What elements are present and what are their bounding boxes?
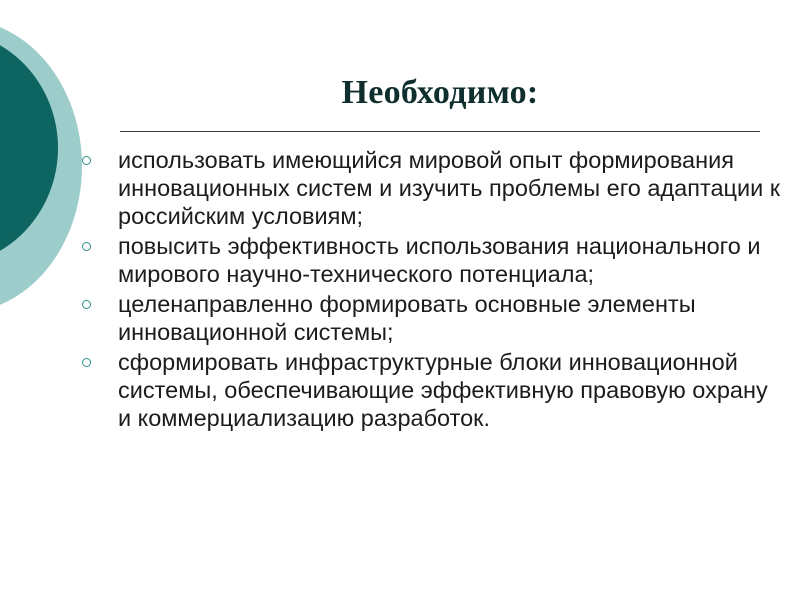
- bullet-item: [82, 146, 782, 230]
- bullet-list: [82, 146, 782, 434]
- bullet-circle-icon: [82, 232, 118, 251]
- bullet-item: [82, 290, 782, 346]
- slide-title: Необходимо:: [341, 74, 539, 111]
- bullet-circle-icon: [82, 290, 118, 309]
- bullet-circle-icon: [82, 146, 118, 165]
- bullet-text: сформировать инфраструктурные блоки инновационной системы, обеспечивающие эффективную правовую охрану и коммерциализацию разработок.: [118, 349, 768, 431]
- title-divider: [120, 131, 760, 132]
- bullet-item: [82, 232, 782, 288]
- bullet-text: использовать имеющийся мировой опыт формирования инновационных систем и изучить проблемы его адаптации к российским условиям;: [118, 147, 781, 229]
- bullet-item: [82, 348, 782, 432]
- bullet-circle-icon: [82, 348, 118, 367]
- bullet-text: целенаправленно формировать основные элементы инновационной системы;: [118, 291, 696, 345]
- bullet-text: повысить эффективность использования национального и мирового научно-технического потенциала;: [118, 233, 761, 287]
